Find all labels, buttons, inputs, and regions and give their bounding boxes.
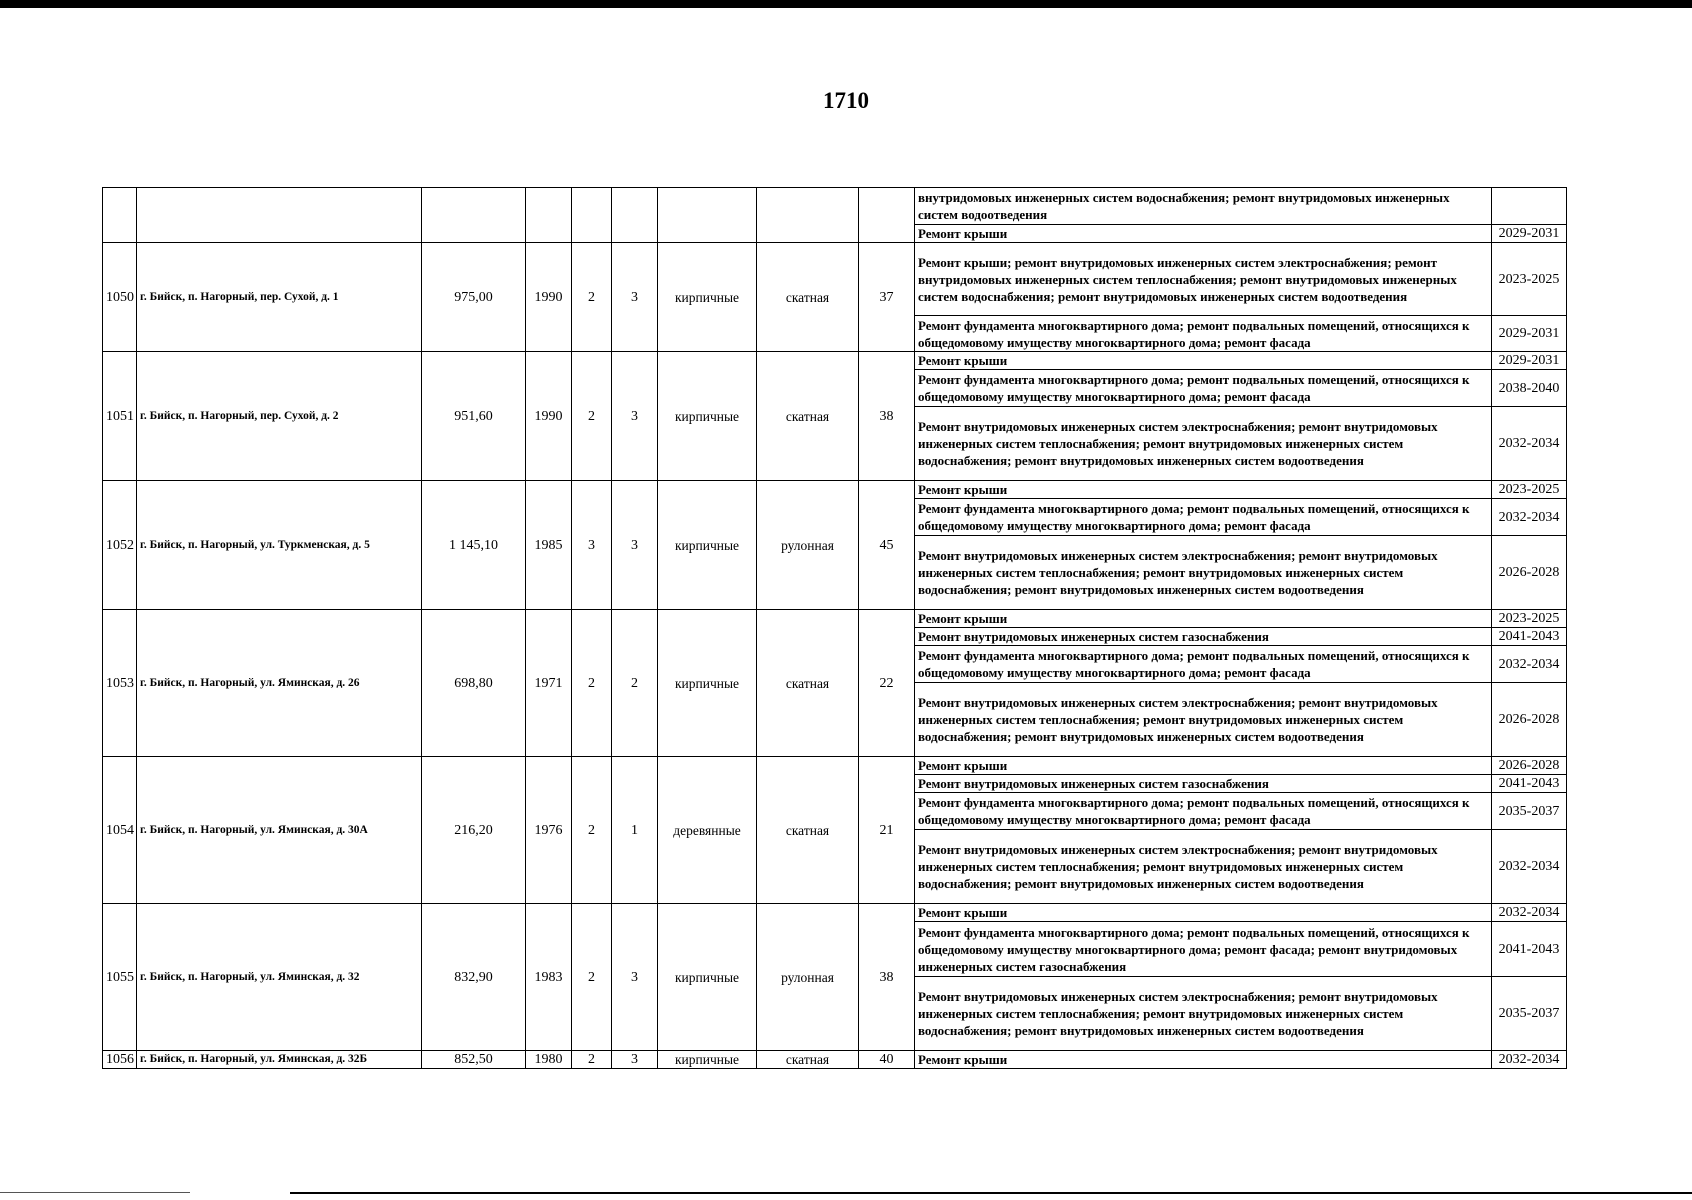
work-period: 2041-2043 <box>1492 922 1567 977</box>
building-area: 698,80 <box>422 610 526 757</box>
work-period: 2029-2031 <box>1492 225 1567 243</box>
table-row <box>103 188 1567 225</box>
floors-count: 2 <box>572 757 612 904</box>
floors-count: 3 <box>572 481 612 610</box>
continuation-empty-cell <box>422 188 526 243</box>
building-address: г. Бийск, п. Нагорный, пер. Сухой, д. 1 <box>137 243 422 352</box>
roof-type: скатная <box>757 352 859 481</box>
row-number: 1050 <box>103 243 137 352</box>
work-description: Ремонт крыши <box>915 481 1492 499</box>
floors-count: 2 <box>572 904 612 1051</box>
construction-year: 1990 <box>526 243 572 352</box>
housing-repair-table <box>102 187 1567 1069</box>
work-description: Ремонт внутридомовых инженерных систем электроснабжения; ремонт внутридомовых инженерных систем теплоснабжения; ремонт внутридомовых инженерных систем водоснабжения; ремонт внутридомовых инженерных систем водоотведения <box>915 536 1492 610</box>
apartments-count: 22 <box>859 610 915 757</box>
work-period: 2026-2028 <box>1492 683 1567 757</box>
work-period: 2032-2034 <box>1492 499 1567 536</box>
work-description: Ремонт крыши <box>915 904 1492 922</box>
work-period: 2041-2043 <box>1492 775 1567 793</box>
work-period: 2032-2034 <box>1492 646 1567 683</box>
page-number: 1710 <box>823 88 869 113</box>
apartments-count: 38 <box>859 904 915 1051</box>
roof-type: скатная <box>757 757 859 904</box>
construction-year: 1983 <box>526 904 572 1051</box>
work-description: Ремонт внутридомовых инженерных систем газоснабжения <box>915 775 1492 793</box>
continuation-empty-cell <box>757 188 859 243</box>
table-body <box>103 188 1567 1069</box>
continuation-empty-cell <box>103 188 137 243</box>
building-area: 975,00 <box>422 243 526 352</box>
work-description: Ремонт фундамента многоквартирного дома; ремонт подвальных помещений, относящихся к общедомовому имуществу многоквартирного дома; ремонт фасада; ремонт внутридомовых инженерных систем газоснабжения <box>915 922 1492 977</box>
building-row <box>103 1051 1567 1069</box>
entrances-count: 3 <box>612 243 658 352</box>
wall-material: кирпичные <box>658 352 757 481</box>
wall-material: кирпичные <box>658 904 757 1051</box>
entrances-count: 3 <box>612 352 658 481</box>
work-period: 2032-2034 <box>1492 904 1567 922</box>
work-period: 2038-2040 <box>1492 370 1567 407</box>
building-area: 951,60 <box>422 352 526 481</box>
roof-type: скатная <box>757 610 859 757</box>
row-number: 1054 <box>103 757 137 904</box>
continuation-empty-cell <box>612 188 658 243</box>
apartments-count: 38 <box>859 352 915 481</box>
construction-year: 1980 <box>526 1051 572 1069</box>
continuation-empty-cell <box>137 188 422 243</box>
entrances-count: 2 <box>612 610 658 757</box>
wall-material: кирпичные <box>658 1051 757 1069</box>
work-period: 2032-2034 <box>1492 1051 1567 1069</box>
building-row <box>103 904 1567 922</box>
work-description: Ремонт крыши <box>915 352 1492 370</box>
work-period: 2035-2037 <box>1492 793 1567 830</box>
work-description: Ремонт крыши <box>915 610 1492 628</box>
building-area: 1 145,10 <box>422 481 526 610</box>
building-address: г. Бийск, п. Нагорный, ул. Туркменская, д. 5 <box>137 481 422 610</box>
row-number: 1053 <box>103 610 137 757</box>
building-row <box>103 757 1567 775</box>
construction-year: 1985 <box>526 481 572 610</box>
building-row <box>103 610 1567 628</box>
work-description: Ремонт фундамента многоквартирного дома; ремонт подвальных помещений, относящихся к общедомовому имуществу многоквартирного дома; ремонт фасада <box>915 499 1492 536</box>
building-address: г. Бийск, п. Нагорный, ул. Яминская, д. 32Б <box>137 1051 422 1069</box>
roof-type: рулонная <box>757 481 859 610</box>
work-description: Ремонт крыши <box>915 757 1492 775</box>
continuation-empty-cell <box>572 188 612 243</box>
floors-count: 2 <box>572 352 612 481</box>
construction-year: 1976 <box>526 757 572 904</box>
work-period: 2026-2028 <box>1492 536 1567 610</box>
building-area: 852,50 <box>422 1051 526 1069</box>
construction-year: 1971 <box>526 610 572 757</box>
work-period: 2023-2025 <box>1492 243 1567 316</box>
entrances-count: 3 <box>612 904 658 1051</box>
work-period: 2029-2031 <box>1492 316 1567 352</box>
building-area: 832,90 <box>422 904 526 1051</box>
roof-type: скатная <box>757 1051 859 1069</box>
row-number: 1051 <box>103 352 137 481</box>
work-period: 2029-2031 <box>1492 352 1567 370</box>
continuation-empty-cell <box>859 188 915 243</box>
work-period: 2035-2037 <box>1492 977 1567 1051</box>
work-period: 2032-2034 <box>1492 407 1567 481</box>
roof-type: скатная <box>757 243 859 352</box>
work-period: 2041-2043 <box>1492 628 1567 646</box>
work-description: Ремонт внутридомовых инженерных систем электроснабжения; ремонт внутридомовых инженерных систем теплоснабжения; ремонт внутридомовых инженерных систем водоснабжения; ремонт внутридомовых инженерных систем водоотведения <box>915 830 1492 904</box>
work-description: Ремонт крыши; ремонт внутридомовых инженерных систем электроснабжения; ремонт внутридомовых инженерных систем теплоснабжения; ремонт внутридомовых инженерных систем водоснабжения; ремонт внутридомовых инженерных систем водоотведения <box>915 243 1492 316</box>
apartments-count: 21 <box>859 757 915 904</box>
work-period <box>1492 188 1567 225</box>
work-period: 2023-2025 <box>1492 481 1567 499</box>
work-description: Ремонт внутридомовых инженерных систем электроснабжения; ремонт внутридомовых инженерных систем теплоснабжения; ремонт внутридомовых инженерных систем водоснабжения; ремонт внутридомовых инженерных систем водоотведения <box>915 683 1492 757</box>
apartments-count: 37 <box>859 243 915 352</box>
work-period: 2032-2034 <box>1492 830 1567 904</box>
building-address: г. Бийск, п. Нагорный, пер. Сухой, д. 2 <box>137 352 422 481</box>
wall-material: кирпичные <box>658 610 757 757</box>
apartments-count: 40 <box>859 1051 915 1069</box>
entrances-count: 3 <box>612 1051 658 1069</box>
building-area: 216,20 <box>422 757 526 904</box>
work-period: 2026-2028 <box>1492 757 1567 775</box>
top-border-rule <box>0 0 1692 8</box>
work-description: Ремонт фундамента многоквартирного дома; ремонт подвальных помещений, относящихся к общедомовому имуществу многоквартирного дома; ремонт фасада <box>915 316 1492 352</box>
apartments-count: 45 <box>859 481 915 610</box>
building-address: г. Бийск, п. Нагорный, ул. Яминская, д. 30А <box>137 757 422 904</box>
entrances-count: 3 <box>612 481 658 610</box>
construction-year: 1990 <box>526 352 572 481</box>
work-description: Ремонт фундамента многоквартирного дома; ремонт подвальных помещений, относящихся к общедомовому имуществу многоквартирного дома; ремонт фасада <box>915 646 1492 683</box>
work-description: Ремонт фундамента многоквартирного дома; ремонт подвальных помещений, относящихся к общедомовому имуществу многоквартирного дома; ремонт фасада <box>915 370 1492 407</box>
entrances-count: 1 <box>612 757 658 904</box>
floors-count: 2 <box>572 1051 612 1069</box>
row-number: 1052 <box>103 481 137 610</box>
roof-type: рулонная <box>757 904 859 1051</box>
work-description: Ремонт внутридомовых инженерных систем электроснабжения; ремонт внутридомовых инженерных систем теплоснабжения; ремонт внутридомовых инженерных систем водоснабжения; ремонт внутридомовых инженерных систем водоотведения <box>915 407 1492 481</box>
row-number: 1055 <box>103 904 137 1051</box>
floors-count: 2 <box>572 610 612 757</box>
wall-material: деревянные <box>658 757 757 904</box>
building-row <box>103 243 1567 316</box>
work-description: Ремонт фундамента многоквартирного дома; ремонт подвальных помещений, относящихся к общедомовому имуществу многоквартирного дома; ремонт фасада <box>915 793 1492 830</box>
work-description: Ремонт внутридомовых инженерных систем газоснабжения <box>915 628 1492 646</box>
work-description: Ремонт крыши <box>915 1051 1492 1069</box>
wall-material: кирпичные <box>658 243 757 352</box>
work-description: Ремонт крыши <box>915 225 1492 243</box>
wall-material: кирпичные <box>658 481 757 610</box>
building-row <box>103 352 1567 370</box>
work-description: внутридомовых инженерных систем водоснабжения; ремонт внутридомовых инженерных систем водоотведения <box>915 188 1492 225</box>
continuation-empty-cell <box>658 188 757 243</box>
work-period: 2023-2025 <box>1492 610 1567 628</box>
bottom-rule-left <box>0 1192 190 1193</box>
building-address: г. Бийск, п. Нагорный, ул. Яминская, д. 32 <box>137 904 422 1051</box>
work-description: Ремонт внутридомовых инженерных систем электроснабжения; ремонт внутридомовых инженерных систем теплоснабжения; ремонт внутридомовых инженерных систем водоснабжения; ремонт внутридомовых инженерных систем водоотведения <box>915 977 1492 1051</box>
building-row <box>103 481 1567 499</box>
floors-count: 2 <box>572 243 612 352</box>
bottom-border-rule <box>290 1192 1692 1194</box>
row-number: 1056 <box>103 1051 137 1069</box>
building-address: г. Бийск, п. Нагорный, ул. Яминская, д. 26 <box>137 610 422 757</box>
continuation-empty-cell <box>526 188 572 243</box>
